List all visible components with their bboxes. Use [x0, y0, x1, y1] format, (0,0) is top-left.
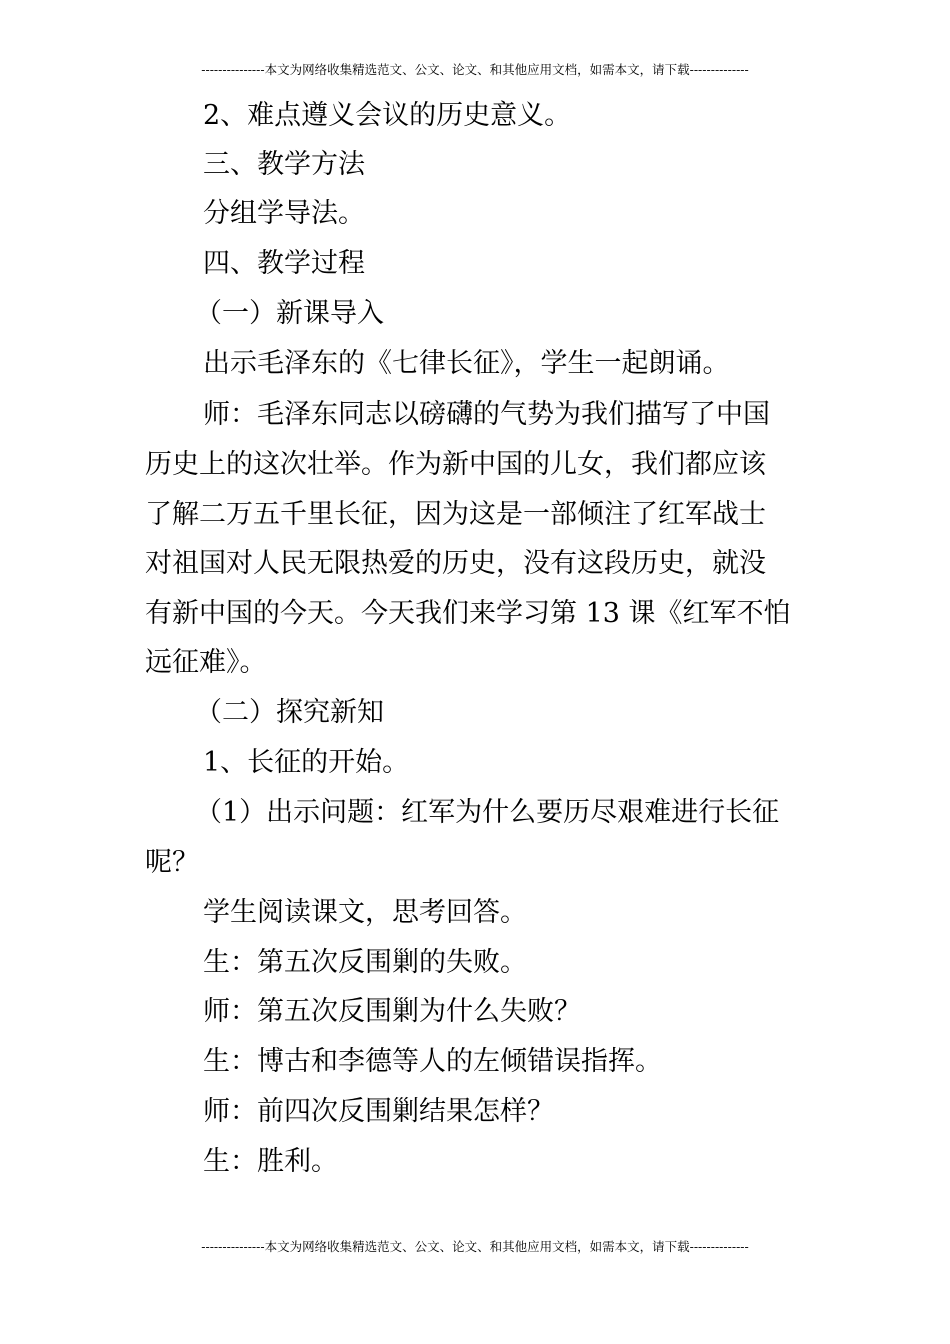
text-line: （1）出示问题：红军为什么要历尽艰难进行长征 — [195, 797, 780, 828]
text-line: 历史上的这次壮举。作为新中国的儿女，我们都应该 — [145, 449, 766, 480]
text-line: 三、教学方法 — [203, 149, 365, 180]
text-line: 师：毛泽东同志以磅礴的气势为我们描写了中国 — [203, 399, 770, 430]
text-line: 生：第五次反围剿的失败。 — [203, 947, 527, 978]
footer-banner: ---------------本文为网络收集精选范文、公文、论文、和其他应用文档，如需本文，请下载-------------- — [201, 1239, 749, 1254]
text-line: 分组学导法。 — [203, 198, 365, 229]
text-line: 师：第五次反围剿为什么失败？ — [203, 996, 581, 1027]
text-line: 出示毛泽东的《七律长征》，学生一起朗诵。 — [203, 348, 730, 379]
text-line: 四、教学过程 — [203, 248, 365, 279]
text-line: （一）新课导入 — [195, 298, 384, 329]
text-line: 对祖国对人民无限热爱的历史，没有这段历史，就没 — [145, 548, 766, 579]
text-line: 学生阅读课文，思考回答。 — [203, 897, 527, 928]
text-line: （二）探究新知 — [195, 697, 384, 728]
text-line: 远征难》。 — [145, 647, 267, 678]
text-line: 2、难点遵义会议的历史意义。 — [203, 100, 572, 131]
text-line: 1、长征的开始。 — [203, 747, 410, 778]
header-banner: ---------------本文为网络收集精选范文、公文、论文、和其他应用文档，如需本文，请下载-------------- — [201, 62, 749, 77]
text-line: 师：前四次反围剿结果怎样？ — [203, 1096, 554, 1127]
text-line: 呢？ — [145, 847, 199, 878]
text-line: 有新中国的今天。今天我们来学习第 13 课《红军不怕 — [145, 598, 791, 629]
text-line: 生：博古和李德等人的左倾错误指挥。 — [203, 1046, 662, 1077]
text-line: 了解二万五千里长征，因为这是一部倾注了红军战士 — [145, 499, 766, 530]
text-line: 生：胜利。 — [203, 1146, 338, 1177]
